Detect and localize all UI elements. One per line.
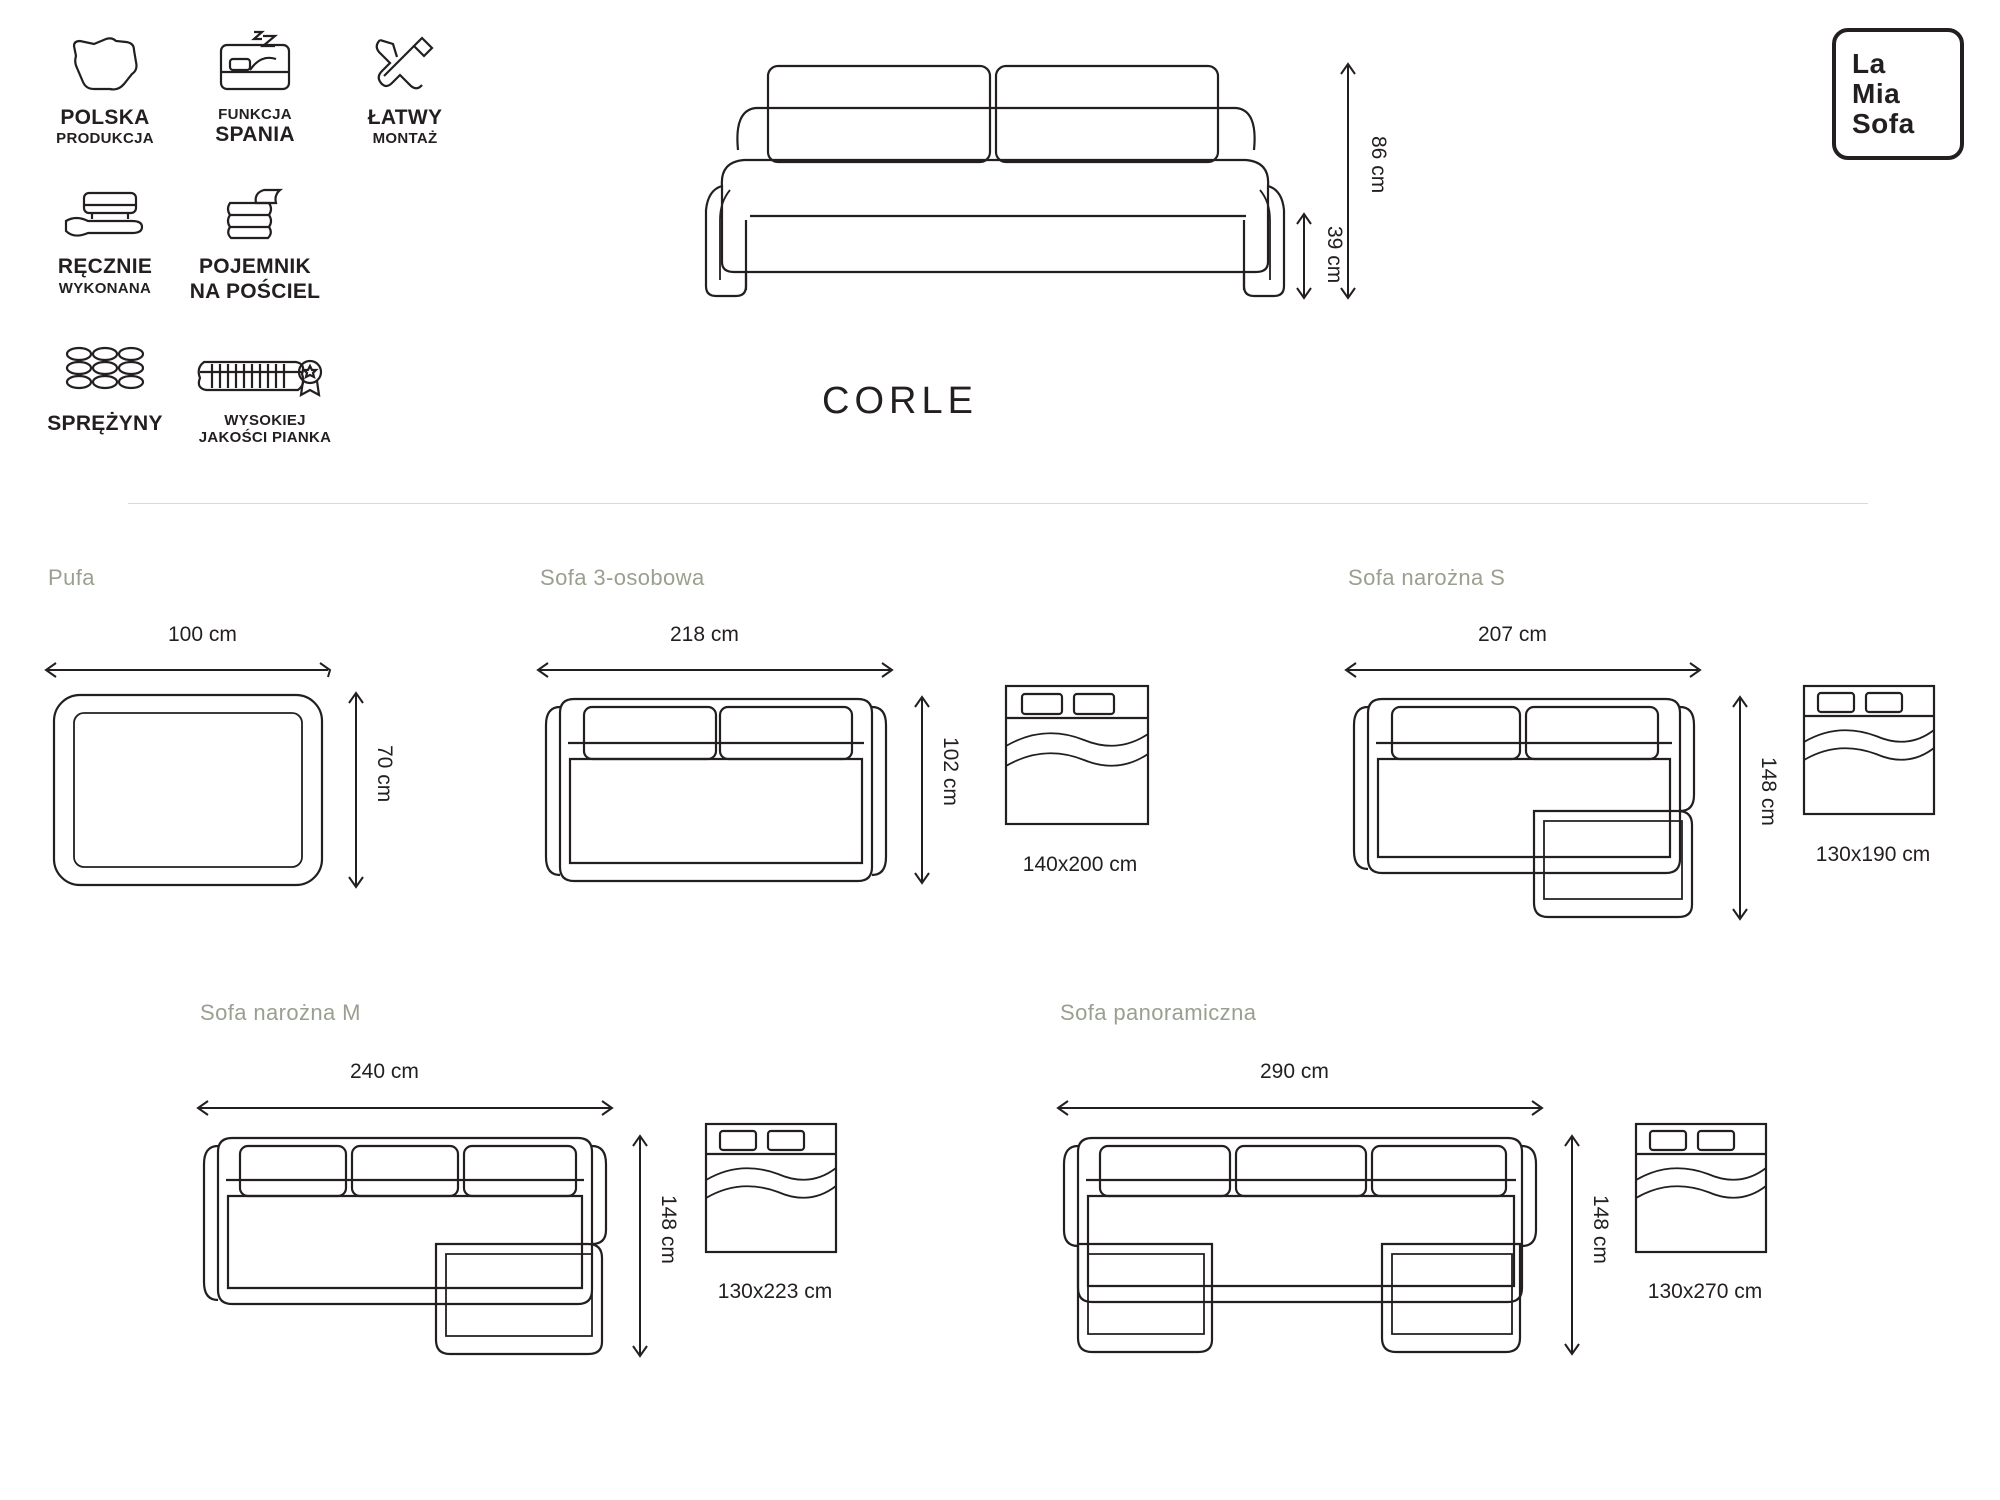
feature-list [30,20,500,446]
feature-recznie-wykonana [30,169,180,303]
feature-line1: FUNKCJA [218,106,292,123]
variant-title: Sofa 3-osobowa [540,565,705,590]
feature-line2: NA POŚCIEL [189,279,321,303]
easy-assembly-tools-icon [370,26,440,98]
feature-line1: POLSKA [60,106,150,129]
variant-sofa-3-osobowa [540,565,1200,925]
feature-label [368,106,443,147]
feature-label [215,106,295,147]
feature-label [190,255,321,303]
feature-label [58,255,152,296]
section-divider [128,503,1868,504]
brand-logo [1832,28,1964,160]
variant-title: Sofa panoramiczna [1060,1000,1257,1025]
narS-depth-label: 148 cm [1757,757,1780,826]
hero-sofa-front-view [690,40,1390,330]
feature-latwy-montaz [330,20,480,147]
variant-sofa-panoramiczna [1060,1000,1940,1360]
variant-sofa-narozna-s [1348,565,1968,925]
sleep-function-icon [216,26,294,98]
narM-bed-label: 130x223 cm [717,1280,833,1303]
feature-label [47,412,163,436]
narM-depth-label: 148 cm [657,1195,680,1264]
narS-width-label: 207 cm [1478,623,1547,646]
feature-wysokiej-jakosci-pianka [180,326,350,447]
feature-line2: WYKONANA [58,279,152,297]
hero-height-seat-label: 39 cm [1323,226,1346,284]
feature-row-1 [30,20,500,147]
panorama-bed-label: 130x270 cm [1647,1280,1763,1303]
feature-line1: SPRĘŻYNY [47,411,163,435]
variant-title: Pufa [48,565,95,590]
springs-icon [61,332,149,404]
feature-funkcja-spania [180,20,330,147]
feature-label [56,106,154,147]
variant-title: Sofa narożna M [200,1000,361,1025]
feature-row-2 [30,169,500,303]
feature-sprezyny [30,326,180,447]
variant-sofa-narozna-m [200,1000,900,1360]
brand-line1: La [1852,47,1886,79]
feature-line2: SPANIA [215,123,295,147]
high-quality-foam-icon [190,332,340,404]
pufa-width-label: 100 cm [168,623,237,646]
feature-line1: RĘCZNIE [57,255,153,279]
feature-line1: POJEMNIK [198,255,312,279]
feature-line2: MONTAŻ [372,130,438,148]
feature-pojemnik-na-posciel [180,169,330,303]
hero-height-total-label: 86 cm [1367,136,1390,194]
feature-polska-produkcja [30,20,180,147]
poland-map-icon [68,26,142,98]
feature-line1: WYSOKIEJ [224,411,306,429]
panorama-width-label: 290 cm [1260,1060,1329,1083]
variant-pufa [48,565,408,905]
narS-bed-label: 130x190 cm [1815,843,1931,866]
hand-made-icon [62,175,148,247]
feature-row-3 [30,326,500,447]
feature-line2: PRODUKCJA [56,130,154,148]
sofa3-depth-label: 102 cm [939,737,962,806]
page-title: CORLE [822,380,978,422]
feature-line2: JAKOŚCI PIANKA [198,428,332,446]
brand-line3: Sofa [1852,108,1915,140]
bedding-container-icon [218,175,292,247]
brand-line2: Mia [1852,77,1901,109]
variant-title: Sofa narożna S [1348,565,1506,590]
pufa-depth-label: 70 cm [373,745,396,803]
narM-width-label: 240 cm [350,1060,419,1083]
panorama-depth-label: 148 cm [1589,1195,1612,1264]
sofa3-bed-label: 140x200 cm [1022,853,1138,876]
feature-label [199,412,332,447]
feature-line1: ŁATWY [367,106,443,129]
sofa3-width-label: 218 cm [670,623,739,646]
